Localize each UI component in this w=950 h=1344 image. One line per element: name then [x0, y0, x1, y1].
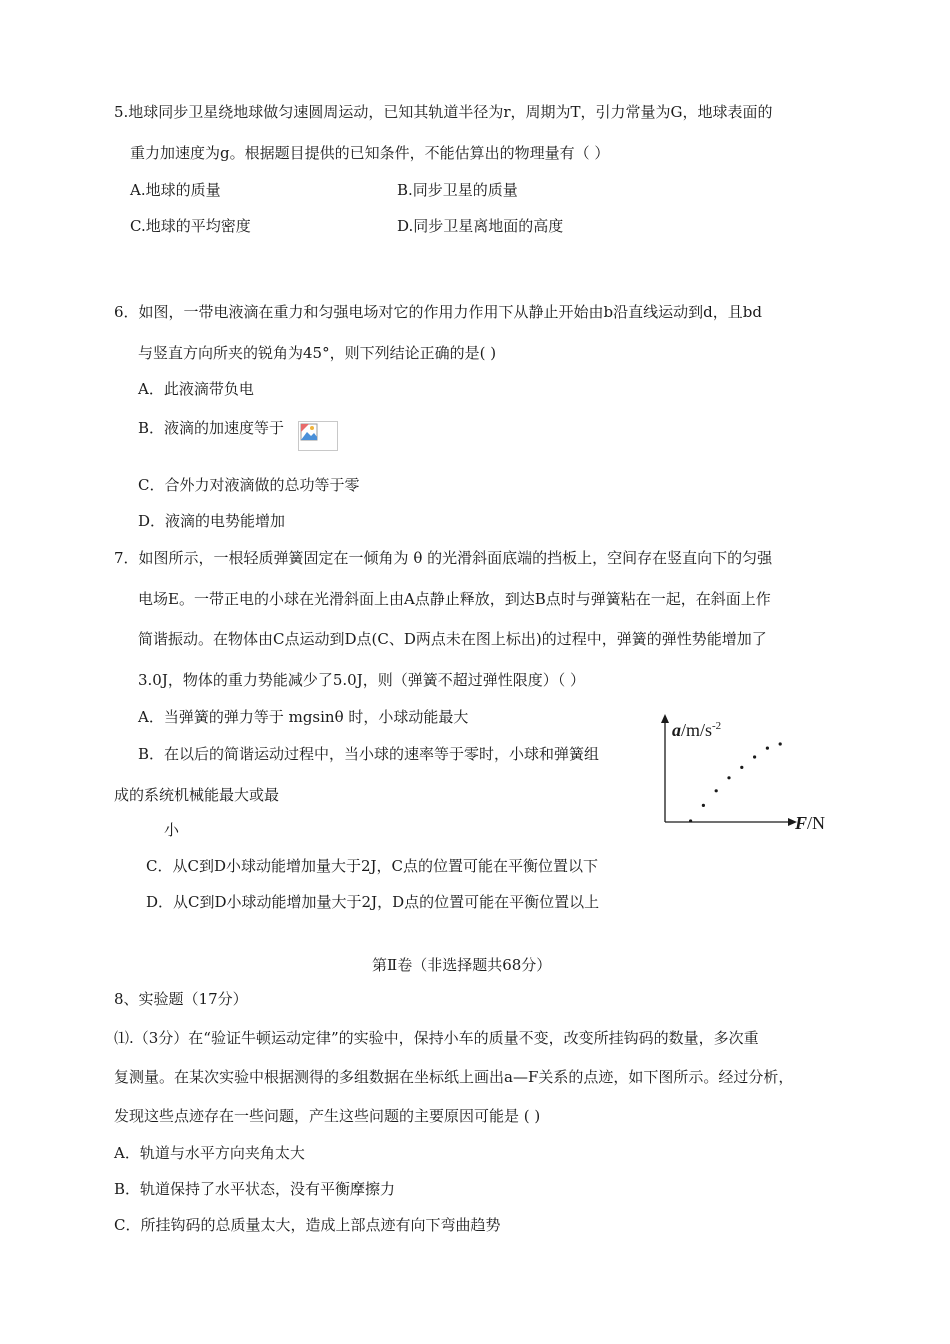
q8-line2: 复测量。在某次实验中根据测得的多组数据在坐标纸上画出a—F关系的点迹，如下图所示。经过分析， [114, 1068, 794, 1086]
graph-point [779, 742, 782, 745]
q6-option-c: C．合外力对液滴做的总功等于零 [138, 476, 360, 494]
graph-point [727, 776, 730, 779]
q7-option-b-line1: B．在以后的简谐运动过程中，当小球的速率等于零时，小球和弹簧组 [138, 745, 600, 763]
q5-option-c: C.地球的平均密度 [130, 217, 251, 235]
graph-point [740, 766, 743, 769]
q5-option-d: D.同步卫星离地面的高度 [397, 217, 564, 235]
q5-line1: 5.地球同步卫星绕地球做匀速圆周运动，已知其轨道半径为r，周期为T，引力常量为G，地球表面的 [114, 103, 773, 121]
y-axis-label [672, 716, 721, 740]
q7-option-c: C．从C到D小球动能增加量大于2J，C点的位置可能在平衡位置以下 [146, 857, 599, 875]
q5-option-a: A.地球的质量 [130, 181, 221, 199]
graph-point [766, 747, 769, 750]
broken-image-icon [298, 421, 338, 451]
x-axis-unit: /N [807, 813, 826, 833]
graph-point [689, 819, 692, 822]
graph-point [715, 789, 718, 792]
q7-line1: 7．如图所示，一根轻质弹簧固定在一倾角为 θ 的光滑斜面底端的挡板上，空间存在竖直向下的匀强 [114, 549, 773, 567]
graph-point [753, 755, 756, 758]
q8-line1: ⑴.（3分）在“验证牛顿运动定律”的实验中，保持小车的质量不变，改变所挂钩码的数量，多次重 [114, 1029, 759, 1047]
x-axis-label [795, 813, 825, 833]
section-title: 第Ⅱ卷（非选择题共68分） [372, 956, 552, 974]
a-f-graph [655, 712, 840, 837]
y-axis-symbol: a [672, 720, 681, 740]
q8-line3: 发现这些点迹存在一些问题，产生这些问题的主要原因可能是 ( ) [114, 1107, 541, 1125]
q8-option-a: A．轨道与水平方向夹角太大 [114, 1144, 305, 1162]
q6-line1: 6．如图，一带电液滴在重力和匀强电场对它的作用力作用下从静止开始由b沿直线运动到d，且bd [114, 303, 762, 321]
q6-option-b: B．液滴的加速度等于 [138, 419, 285, 437]
q5-line2: 重力加速度为g。根据题目提供的已知条件，不能估算出的物理量有（ ） [130, 144, 610, 162]
y-axis-arrow [661, 714, 669, 723]
q7-line2: 电场E。一带正电的小球在光滑斜面上由A点静止释放，到达B点时与弹簧粘在一起，在斜面上作 [138, 590, 771, 608]
q7-line3: 简谐振动。在物体由C点运动到D点(C、D两点未在图上标出)的过程中，弹簧的弹性势能增加了 [138, 630, 767, 648]
q6-option-a: A．此液滴带负电 [138, 380, 254, 398]
q8-heading: 8、实验题（17分） [114, 990, 248, 1008]
q8-option-b: B．轨道保持了水平状态，没有平衡摩擦力 [114, 1180, 396, 1198]
y-axis-exponent: -2 [712, 720, 722, 732]
x-axis-symbol: F [795, 813, 808, 833]
q7-option-d: D．从C到D小球动能增加量大于2J，D点的位置可能在平衡位置以上 [146, 893, 600, 911]
q6-line2: 与竖直方向所夹的锐角为45°，则下列结论正确的是( ) [138, 344, 497, 362]
q7-option-b-line3: 小 [164, 821, 180, 839]
q7-line4: 3.0J，物体的重力势能减少了5.0J，则（弹簧不超过弹性限度）（ ） [138, 671, 586, 689]
q7-option-a: A．当弹簧的弹力等于 mgsinθ 时，小球动能最大 [138, 708, 469, 726]
graph-point [702, 804, 705, 807]
y-axis-unit: /m/s [681, 720, 713, 740]
q6-option-d: D．液滴的电势能增加 [138, 512, 286, 530]
q7-option-b-line2: 成的系统机械能最大或最 [114, 786, 280, 804]
q5-option-b: B.同步卫星的质量 [397, 181, 518, 199]
q8-option-c: C．所挂钩码的总质量太大，造成上部点迹有向下弯曲趋势 [114, 1216, 501, 1234]
